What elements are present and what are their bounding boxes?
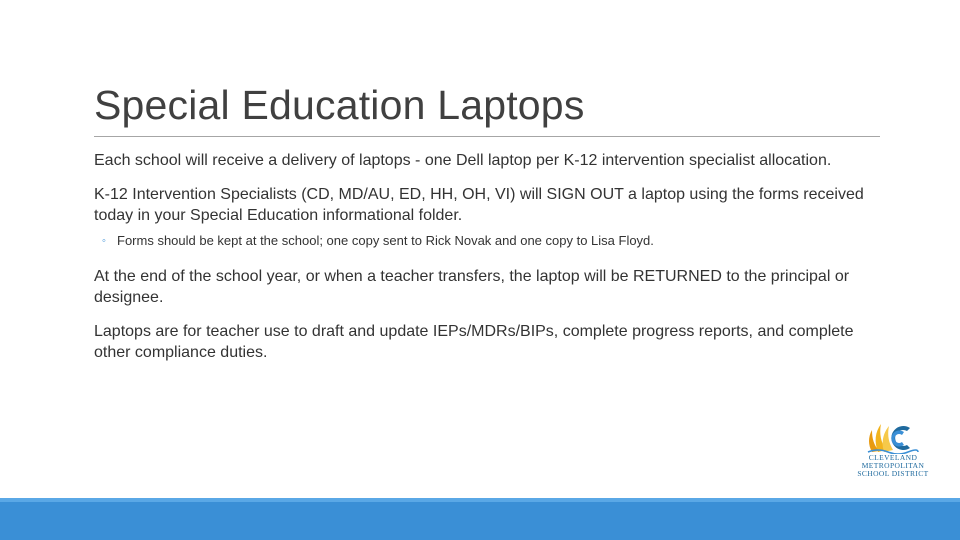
slide-title: Special Education Laptops [94,82,585,128]
paragraph-usage: Laptops are for teacher use to draft and update IEPs/MDRs/BIPs, complete progress reports, and complete other compliance duties. [94,322,854,361]
logo-text-line2: METROPOLITAN [861,461,925,470]
footer-bar-highlight [0,498,960,502]
title-divider [94,136,880,137]
paragraph-return: At the end of the school year, or when a teacher transfers, the laptop will be RETURNED to the principal or designee. [94,267,850,306]
logo-text-line3: SCHOOL DISTRICT [857,469,929,478]
sub-bullet-text: Forms should be kept at the school; one copy sent to Rick Novak and one copy to Lisa Floyd. [117,232,654,248]
slide-body [94,150,884,376]
paragraph-delivery: Each school will receive a delivery of laptops - one Dell laptop per K-12 intervention specialist allocation. [94,152,832,169]
footer-bar [0,498,960,540]
district-logo [848,418,938,482]
bullet-marker-icon: ◦ [102,234,106,247]
logo-text-line1: CLEVELAND [868,453,918,462]
district-logo-icon [848,418,938,454]
sub-bullet-forms [94,232,884,250]
paragraph-sign-out: K-12 Intervention Specialists (CD, MD/AU, ED, HH, OH, VI) will SIGN OUT a laptop using the forms received today in your Special Education informational folder. [94,185,864,224]
